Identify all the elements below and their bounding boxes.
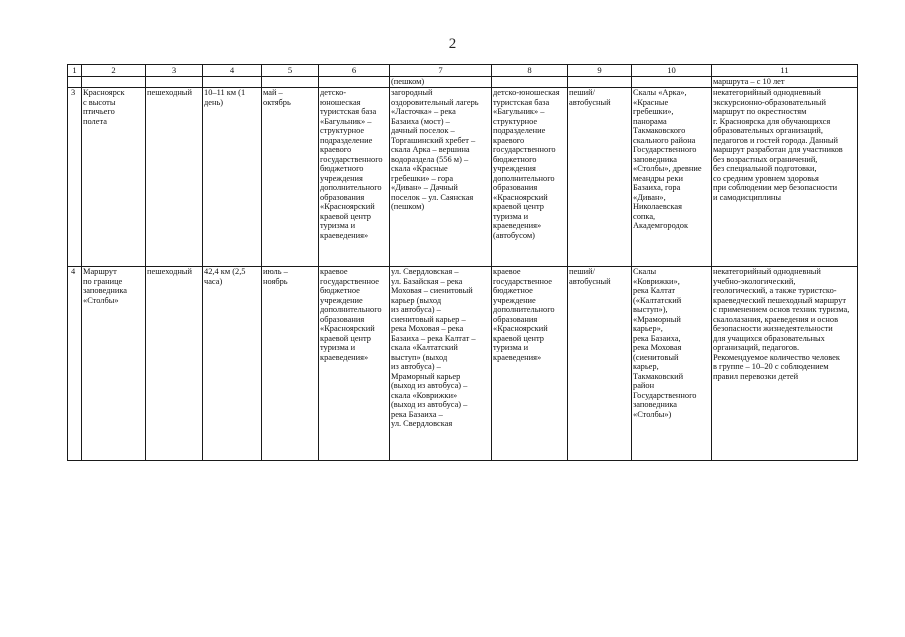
cell-line: дополнительного [320,183,382,192]
cell-line: маршрут разработан для участников [713,145,843,154]
cell-line: сиенитовый карьер – [391,314,466,324]
cell-line: Базаиха – река Калтат – [391,333,476,343]
cell-line: карьер, [633,362,659,371]
cell-line: сопка, [633,211,656,221]
transport-type [568,88,632,267]
cell-line: и самодисциплины [713,192,782,202]
route-length [203,267,262,461]
route-season [262,267,319,461]
cell-line: поселок – ул. Саянская [391,192,474,202]
route-length [203,88,262,267]
cell-line: бюджетного [320,164,364,173]
cell-line: подразделение [493,126,546,135]
cell-line: образования [493,183,538,192]
cell-line: заповедника [633,154,677,164]
cell-line: государственного [320,154,383,164]
cell-line: дополнительного [493,173,555,183]
cell-line: туризма и [320,343,356,352]
cell-line: ул. Свердловская – [391,267,459,276]
page-number: 2 [448,36,457,52]
cell-line: «Коврижки», [633,276,680,286]
route-continuation: (пешком) [390,77,492,88]
cell-line: Государственного [633,390,697,400]
cell-line: с высоты [83,97,116,107]
table-cell [146,77,203,88]
column-number: 7 [390,65,492,77]
cell-line: заповедника [83,286,127,295]
cell-line: скалолазания, краеведения и основ [713,314,839,324]
cell-line: Государственного [633,145,697,154]
table-cell [632,77,712,88]
cell-line: Скалы «Арка», [633,88,687,97]
cell-line: «Красноярский [320,202,375,211]
cell-line: туристская база [493,97,550,107]
cell-line: государственное [493,276,553,286]
cell-line: пешеходный [147,267,192,276]
cell-line: «Багульник» – [320,116,372,126]
cell-line: (выход из автобуса) – [391,381,468,390]
cell-line: скала «Коврижки» [391,390,458,400]
cell-line: «Столбы») [633,409,672,419]
cell-line: река Базаиха – [391,409,443,419]
cell-line: краевого [320,145,352,154]
route-description [390,267,492,461]
cell-line: «Красные [633,97,669,107]
cell-line: скала «Калтатский [391,343,458,352]
table-row [68,88,858,267]
cell-line: (сиенитовый [633,352,679,362]
cell-line: маршрут по окрестностям [713,107,807,116]
cell-line: выступ» (выход [391,352,448,362]
table-cell [262,77,319,88]
route-organizer [319,267,390,461]
cell-line: организаций, педагогов. [713,343,800,352]
cell-line: государственного [493,145,556,154]
cell-line: краевое [320,267,348,276]
cell-line: Такмаковский [633,371,684,381]
cell-line: без возрастных ограничений, [713,154,818,164]
table-cell [492,77,568,88]
cell-line: оздоровительный лагерь [391,97,479,107]
cell-line: 42,4 км (2,5 [204,267,246,276]
cell-line: некатегорийный однодневный [713,88,821,97]
cell-line: река Моховая – река [391,324,464,333]
cell-line: правил перевозки детей [713,371,799,381]
route-name [82,88,146,267]
cell-line: панорама [633,116,667,126]
cell-line: выступ»), [633,305,668,314]
cell-line: Торгашинский хребет – [391,135,476,145]
notes-continuation: маршрута – с 10 лет [712,77,858,88]
cell-line: педагогов и гостей города. Данный [713,135,839,145]
route-name [82,267,146,461]
column-number: 8 [492,65,568,77]
cell-line: автобусный [569,97,611,107]
cell-line: дачный поселок – [391,126,455,135]
cell-line: день) [204,97,224,107]
cell-line: часа) [204,276,223,286]
cell-line: геологический, а также туристско- [713,286,837,295]
cell-line: бюджетное [320,286,360,295]
cell-line: Рекомендуемое количество человек [713,352,840,362]
cell-line: (пешком) [391,202,425,211]
table-cell [568,77,632,88]
column-number: 2 [82,65,146,77]
cell-line: водораздела (556 м) – [391,154,469,164]
cell-line: загородный [391,88,433,97]
cell-line: («Калтатский [633,295,682,305]
table-row [68,267,858,461]
cell-line: из автобуса) – [391,362,441,371]
cell-line: в группе – 10–20 с соблюдением [713,362,829,371]
cell-line: меандры реки [633,173,683,183]
table-cell [68,77,82,88]
cell-line: «Багульник» – [493,107,545,116]
cell-line: карьер (выход [391,295,442,305]
cell-line: октябрь [263,97,291,107]
cell-line: бюджетное [493,286,533,295]
cell-line: туризма и [493,343,529,352]
cell-line: без специальной подготовки, [713,164,817,173]
continuation-row [68,77,858,88]
cell-line: образовательных организаций, [713,126,823,135]
cell-line: Скалы [633,267,657,276]
cell-line: краевой центр [320,211,371,221]
cell-line: краеведения» [320,230,369,240]
route-season [262,88,319,267]
start-point [492,88,568,267]
cell-line: полета [83,116,107,126]
column-number: 9 [568,65,632,77]
cell-line: безопасности жизнедеятельности [713,324,833,333]
cell-line: по границе [83,276,123,286]
cell-line: из автобуса) – [391,305,441,314]
cell-line: туризма и [320,221,356,230]
cell-line: подразделение [320,135,373,145]
route-notes [712,88,858,267]
cell-line: краеведения» [493,352,542,362]
cell-line: краевой центр [493,333,544,343]
column-number-row [68,65,858,77]
column-number: 4 [203,65,262,77]
cell-line: июль – [263,267,288,276]
cell-line: заповедника [633,400,677,409]
column-number: 1 [68,65,82,77]
cell-line: учреждение [320,295,363,305]
cell-line: краеведения» [320,352,369,362]
cell-line: скала Арка – вершина [391,145,470,154]
cell-line: Академгородок [633,221,689,230]
route-type [146,88,203,267]
cell-line: «Красноярский [320,324,375,333]
cell-line: при соблюдении мер безопасности [713,183,838,192]
cell-line: пешеходный [147,88,192,97]
cell-line: со средним уровнем здоровья [713,173,819,183]
row-number: 4 [68,267,82,461]
cell-line: «Диван» – Дачный [391,183,458,192]
table-cell [82,77,146,88]
cell-line: Базаиха (мост) – [391,116,450,126]
cell-line: река Калтат [633,286,676,295]
cell-line: карьер», [633,324,663,333]
route-sights [632,267,712,461]
cell-line: ноябрь [263,276,288,286]
table-cell [319,77,390,88]
cell-line: с применением основ техник туризма, [713,305,850,314]
cell-line: ул. Свердловская [391,419,453,428]
column-number: 10 [632,65,712,77]
cell-line: река Базаиха, [633,333,681,343]
cell-line: структурное [320,126,365,135]
cell-line: пеший/ [569,267,595,276]
cell-line: «Ласточка» – река [391,107,456,116]
cell-line: Базаиха, гора [633,183,681,192]
cell-line: Мраморный карьер [391,371,461,381]
cell-line: краевой центр [493,202,544,211]
route-type [146,267,203,461]
cell-line: юношеская [320,97,361,107]
route-description [390,88,492,267]
cell-line: учреждение [493,295,536,305]
cell-line: птичьего [83,107,115,116]
cell-line: государственное [320,276,380,286]
cell-line: Маршрут [83,267,117,276]
cell-line: детско-юношеская [493,88,560,97]
cell-line: скала «Красные [391,164,448,173]
route-sights [632,88,712,267]
cell-line: экскурсионно-образовательный [713,97,826,107]
column-number: 3 [146,65,203,77]
cell-line: учебно-экологический, [713,276,796,286]
cell-line: пеший/ [569,88,595,97]
row-number: 3 [68,88,82,267]
cell-line: некатегорийный однодневный [713,267,821,276]
cell-line: автобусный [569,276,611,286]
cell-line: «Столбы» [83,295,119,305]
cell-line: для учащихся образовательных [713,333,825,343]
cell-line: «Диван», [633,192,666,202]
cell-line: гребешки», [633,107,674,116]
cell-line: «Красноярский [493,324,548,333]
column-number: 11 [712,65,858,77]
start-point [492,267,568,461]
cell-line: бюджетного [493,154,537,164]
cell-line: Николаевская [633,202,682,211]
transport-type [568,267,632,461]
column-number: 5 [262,65,319,77]
cell-line: «Мраморный [633,314,681,324]
cell-line: туристская база [320,107,377,116]
cell-line: ул. Базайская – река [391,276,463,286]
cell-line: «Красноярский [493,192,548,202]
routes-table [67,64,858,461]
route-organizer [319,88,390,267]
cell-line: 10–11 км (1 [204,88,246,97]
cell-line: краевое [493,267,521,276]
routes-table-body [68,65,858,461]
cell-line: г. Красноярска для обучающихся [713,116,831,126]
table-cell [203,77,262,88]
route-notes [712,267,858,461]
cell-line: дополнительного [320,305,382,314]
cell-line: Моховая – сиенитовый [391,286,473,295]
cell-line: краеведческий пешеходный маршрут [713,295,846,305]
cell-line: образования [493,314,538,324]
cell-line: «Столбы», древние [633,164,702,173]
column-number: 6 [319,65,390,77]
cell-line: гребешки» – гора [391,173,454,183]
cell-line: район [633,381,655,390]
cell-line: река Моховая [633,343,682,352]
cell-line: май – [263,88,283,97]
cell-line: структурное [493,116,538,126]
cell-line: (выход из автобуса) – [391,400,468,409]
cell-line: образования [320,192,365,202]
cell-line: краевой центр [320,333,371,343]
cell-line: учреждения [493,164,536,173]
cell-line: туризма и [493,211,529,221]
cell-line: краевого [493,135,525,145]
cell-line: учреждения [320,173,363,183]
cell-line: (автобусом) [493,230,535,240]
cell-line: краеведения» [493,221,542,230]
cell-line: детско- [320,88,347,97]
cell-line: Красноярск [83,88,125,97]
cell-line: дополнительного [493,305,555,314]
cell-line: Такмаковского [633,126,686,135]
cell-line: образования [320,314,365,324]
cell-line: скального района [633,135,696,145]
